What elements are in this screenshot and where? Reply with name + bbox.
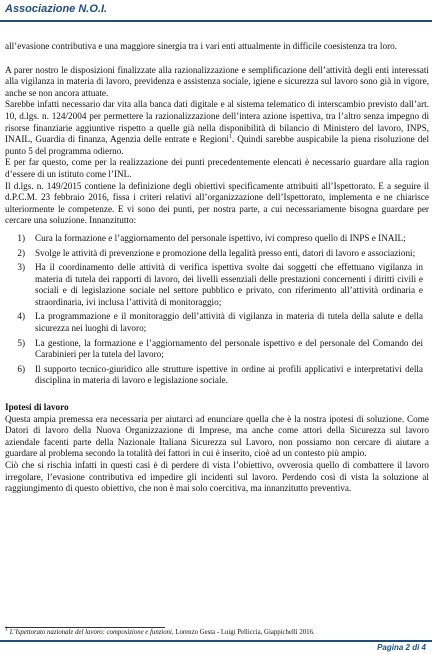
- competence-list: [5, 233, 429, 387]
- paragraph-text: Sarebbe infatti necessario dar vita alla banca dati digitale e al sistema telematico di interscambio previsto dall’art. 10, d.lgs. n. 124/2004 per permettere la razionalizzazione dell’intera azione ispettiva, tra l’altro senza impegno di risorse finanziarie aggiuntive rispetto a quelle già nella disponibilità di bilancio di Ministero del lavoro, INPS, INAIL, Guardia di finanza, Agenzia delle entrate e Regioni: [5, 99, 429, 145]
- footnote-title: L’Ispettorato nazionale del lavoro: composizione e funzioni: [9, 629, 172, 636]
- paragraph: Questa ampia premessa era necessaria per aiutarci ad enunciare quella che è la nostra ipotesi di soluzione. Come Datori di lavoro della Nuova Organizzazione di Imprese, ma anche come attori della Sicurezza sul lavoro aziendale facenti parte della Nazionale Italiana Sicurezza sul Lavoro, non possiamo non cercare di aiutare a guardare al problema secondo la totalità dei fattori in cui è inserito, cioè ad un contesto più ampio.: [5, 413, 429, 459]
- footnote-ref[interactable]: 1: [228, 134, 232, 141]
- paragraph: A parer nostro le disposizioni finalizzate alla razionalizzazione e semplificazione dell’attività degli enti interessati alla vigilanza in materia di lavoro, previdenza e assistenza sociale, igiene e sicurezza sul lavoro sono già in vigore, anche se non ancora attuate.: [5, 64, 429, 98]
- page-number: Pagina 2 di 4: [377, 643, 426, 652]
- footnote-text: , Lorenzo Gesta - Luigi Pelliccia, Giappichelli 2016.: [171, 629, 315, 636]
- footnote: [5, 626, 429, 637]
- footnote-divider: [5, 627, 165, 628]
- list-item: [5, 364, 429, 387]
- document-body: [5, 41, 429, 495]
- list-item: [5, 311, 429, 334]
- list-number: 4): [17, 311, 25, 322]
- list-number: 2): [17, 247, 25, 258]
- list-number: 5): [17, 337, 25, 348]
- list-item: [5, 248, 429, 260]
- paragraph-text: . Quindi sarebbe auspicabile la piena risoluzione del punto 5 del programma odierno.: [5, 134, 429, 156]
- page-header: [0, 0, 432, 22]
- list-number: 6): [17, 363, 25, 374]
- paragraph: all’evasione contributiva e una maggiore sinergia tra i vari enti attualmente in difficile coesistenza tra loro.: [5, 41, 398, 51]
- list-text: La gestione, la formazione e l’aggiornamento del personale ispettivo e del personale del Comando dei Carabinieri per la tutela del lavoro;: [35, 337, 423, 360]
- list-item: [5, 233, 429, 245]
- section-heading: Ipotesi di lavoro: [5, 402, 69, 413]
- paragraph: Ciò che si rischia infatti in questi casi è di perdere di vista l’obiettivo, ovverosia quello di combattere il lavoro irregolare, l’evasione contributiva ed impedire gli incidenti sul lavoro. Perdendo così di vista la soluzione al raggiungimento di questo obiettivo, che non è mai solo coercitiva, ma innanzitutto preventiva.: [5, 460, 429, 494]
- footnote-marker: 1: [5, 626, 8, 633]
- list-number: 3): [17, 262, 25, 273]
- paragraph: Il d.lgs. n. 149/2015 contiene la definizione degli obiettivi specificamente attribuiti all’Ispettorato. E a seguire il d.P.C.M. 23 febbraio 2016, fissa i criteri relativi all’organizzazione dell’Ispettorato, implementa e ne chiarisce ulteriormente le competenze. E vi sono dei punti, per nostra parte, a cui necessariamente bisogna guardare per cercare una soluzione. Innanzitutto:: [5, 180, 429, 226]
- list-item: [5, 262, 429, 308]
- header-title: Associazione N.O.I.: [5, 3, 108, 15]
- paragraph: E per far questo, come per la realizzazione dei punti precedentemente elencati è necessario guardare alla ragion d’essere di un istituto come l’INL.: [5, 157, 429, 179]
- list-text: Cura la formazione e l’aggiornamento del personale ispettivo, ivi compreso quello di INPS e INAIL;: [35, 232, 406, 243]
- paragraph: [5, 99, 429, 157]
- list-text: Svolge le attività di prevenzione e promozione della legalità presso enti, datori di lavoro e associazioni;: [35, 247, 416, 258]
- list-number: 1): [17, 232, 25, 243]
- list-item: [5, 338, 429, 361]
- page-footer: [0, 640, 432, 654]
- list-text: Il supporto tecnico-giuridico alle strutture ispettive in ordine ai profili applicativi e interpretativi della disciplina in materia di lavoro e legislazione sociale.: [35, 363, 423, 386]
- list-text: La programmazione e il monitoraggio dell’attività di vigilanza in materia di tutela della salute e della sicurezza nei luoghi di lavoro;: [35, 311, 423, 334]
- list-text: Ha il coordinamento delle attività di verifica ispettiva svolte dai soggetti che effettuano vigilanza in materia di tutela dei rapporti di lavoro, dei livelli essenziali delle prestazioni concernenti i diritti civili e sociali e di legislazione sociale nel settore pubblico e privato, con riferimento all’attività ordinaria e straordinaria, ivi inclusa l’attività di monitoraggio;: [35, 262, 423, 307]
